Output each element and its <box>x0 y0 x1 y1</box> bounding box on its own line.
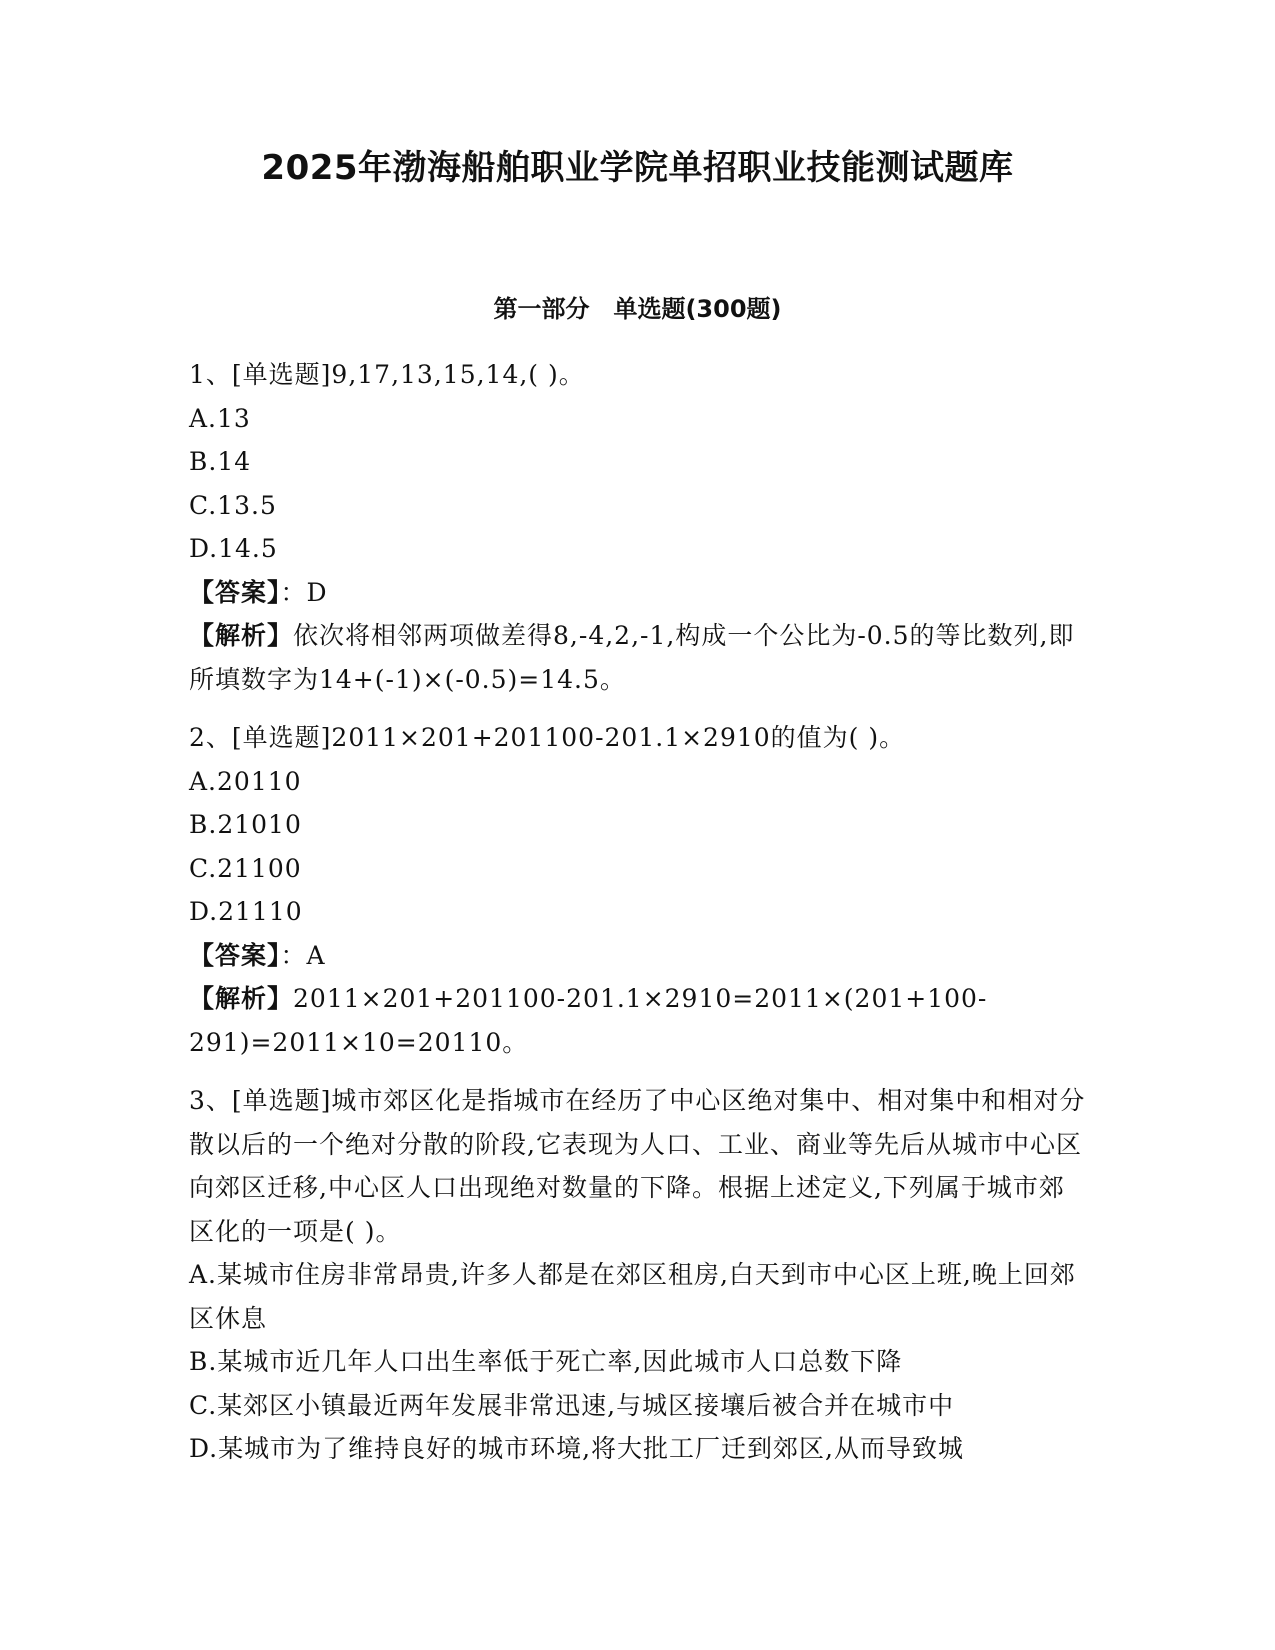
analysis-text: 2011×201+201100-201.1×2910=2011×(201+100-291)=2011×10=20110。 <box>189 984 988 1057</box>
answer-label: 【答案】 <box>189 577 281 607</box>
analysis-text: 依次将相邻两项做差得8,-4,2,-1,构成一个公比为-0.5的等比数列,即所填数字为14+(-1)×(-0.5)=14.5。 <box>189 621 1075 694</box>
analysis-label: 【解析】 <box>189 621 294 650</box>
section-title: 第一部分 单选题(300题) <box>493 295 782 323</box>
option-b: B.14 <box>189 447 252 476</box>
answer-separator: ： <box>280 577 307 607</box>
analysis-line <box>189 977 1089 1064</box>
analysis-line <box>189 614 1089 701</box>
option-c: C.某郊区小镇最近两年发展非常迅速,与城区接壤后被合并在城市中 <box>189 1390 955 1420</box>
analysis-label: 【解析】 <box>189 984 294 1013</box>
option-c: C.21100 <box>189 853 302 883</box>
option-a: A.20110 <box>189 766 302 796</box>
option-b: B.某城市近几年人口出生率低于死亡率,因此城市人口总数下降 <box>189 1347 903 1376</box>
question-stem: 3、[单选题]城市郊区化是指城市在经历了中心区绝对集中、相对集中和相对分散以后的一个绝对分散的阶段,它表现为人口、工业、商业等先后从城市中心区向郊区迁移,中心区人口出现绝对数量的下降。根据上述定义,下列属于城市郊区化的一项是( )。 <box>189 1086 1086 1246</box>
option-d: D.21110 <box>189 897 303 926</box>
answer-value: D <box>306 577 328 607</box>
question-3 <box>189 1079 1089 1471</box>
option-a: A.某城市住房非常昂贵,许多人都是在郊区租房,白天到市中心区上班,晚上回郊区休息 <box>189 1260 1076 1333</box>
option-c: C.13.5 <box>189 490 277 520</box>
question-stem: 1、[单选题]9,17,13,15,14,( )。 <box>189 360 585 389</box>
answer-separator: ： <box>280 940 307 970</box>
question-list <box>189 353 1089 1486</box>
option-b: B.21010 <box>189 810 302 839</box>
document-title: 2025年渤海船舶职业学院单招职业技能测试题库 <box>261 148 1014 188</box>
option-a: A.13 <box>189 403 251 433</box>
question-2 <box>189 716 1089 1064</box>
answer-label: 【答案】 <box>189 940 281 970</box>
answer-line <box>189 571 1089 615</box>
question-1 <box>189 353 1089 701</box>
question-stem: 2、[单选题]2011×201+201100-201.1×2910的值为( )。 <box>189 723 906 752</box>
option-d: D.14.5 <box>189 534 278 563</box>
answer-value: A <box>306 940 326 970</box>
option-d: D.某城市为了维持良好的城市环境,将大批工厂迁到郊区,从而导致城 <box>189 1434 964 1463</box>
answer-line <box>189 934 1089 978</box>
